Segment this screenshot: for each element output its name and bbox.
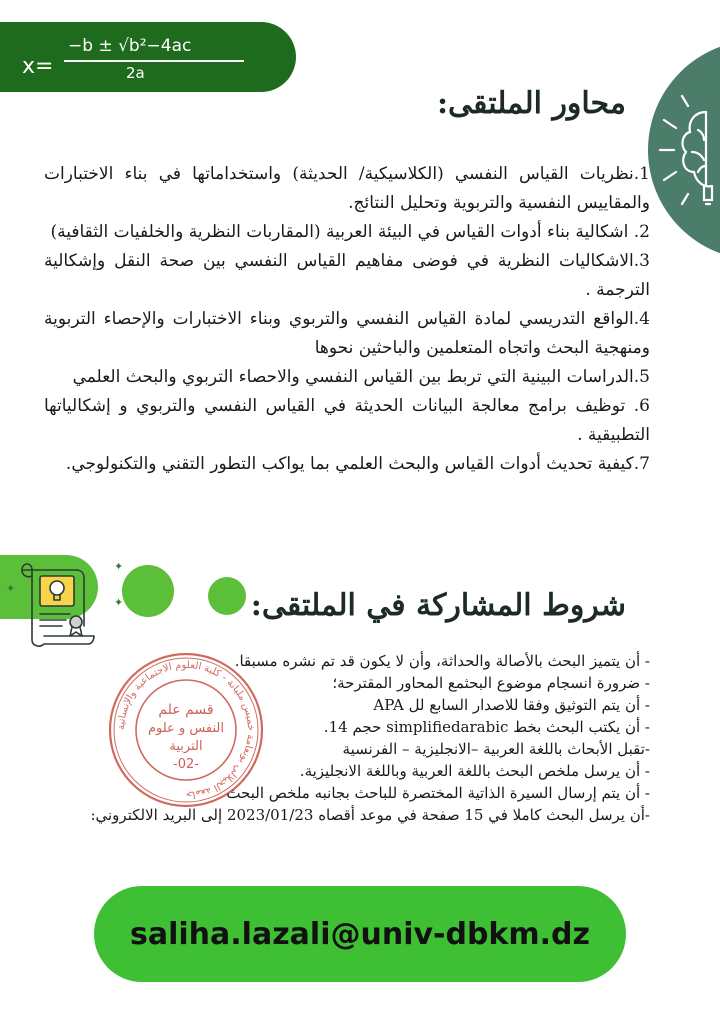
sparkle-icon: ✦ xyxy=(6,582,16,595)
formula-lhs: x= xyxy=(22,54,54,79)
certificate-lightbulb-icon xyxy=(14,556,100,652)
conditions-title: شروط المشاركة في الملتقى: xyxy=(250,588,626,623)
axis-item-5: 5.الدراسات البينية التي تربط بين القياس النفسي والاحصاء التربوي والبحث العلمي xyxy=(72,367,650,387)
formula-numerator: −b ± √b²−4ac xyxy=(68,36,192,56)
condition-item-6: - أن يرسل ملخص البحث باللغة العربية وباللغة الانجليزية. xyxy=(299,762,650,780)
contact-email[interactable]: saliha.lazali@univ-dbkm.dz xyxy=(130,916,590,952)
formula-banner xyxy=(0,22,296,92)
stamp-line-4: -02- xyxy=(173,757,199,772)
contact-email-pill[interactable] xyxy=(94,886,626,982)
brain-circle-decoration xyxy=(648,40,720,260)
stamp-line-1: قسم علم xyxy=(158,702,214,718)
axis-item-3: 3.الاشكاليات النظرية في فوضى مفاهيم القياس النفسي بين صحة النقل وإشكالية الترجمة . xyxy=(44,251,650,300)
condition-item-2: - ضرورة انسجام موضوع البحثمع المحاور المقترحة؛ xyxy=(332,674,650,692)
condition-item-1: - أن يتميز البحث بالأصالة والحداثة، وأن لا يكون قد تم نشره مسبقا. xyxy=(234,652,650,670)
green-dot-small xyxy=(208,577,246,615)
axes-title: محاور الملتقى: xyxy=(436,86,626,121)
axis-item-6: 6. توظيف برامج معالجة البيانات الحديثة في القياس النفسي والتربوي و إشكالياتها التطبيقية . xyxy=(44,396,650,445)
condition-item-3: - أن يتم التوثيق وفقا للاصدار السابع لل APA xyxy=(373,696,650,714)
axis-item-4: 4.الواقع التدريسي لمادة القياس النفسي والتربوي وبناء الاختبارات والإحصاء التربوية ومنهجية البحث واتجاه المتعلمين والباحثين نحوها xyxy=(44,309,650,358)
condition-item-5: -تقبل الأبحاث باللغة العربية –الانجليزية – الفرنسية xyxy=(342,740,650,758)
sparkle-icon: ✦ xyxy=(114,596,124,609)
axis-item-1: 1.نظريات القياس النفسي (الكلاسيكية/ الحديثة) واستخداماتها في بناء الاختبارات والمقاييس النفسية والتربوية وتحليل النتائج. xyxy=(44,164,650,213)
axes-list xyxy=(44,160,650,479)
condition-item-8: -أن يرسل البحث كاملا في 15 صفحة في موعد أقصاه 2023/01/23 إلى البريد الالكتروني: xyxy=(90,806,650,824)
condition-item-4: - أن يكتب البحث بخط simplifiedarabic حجم 14. xyxy=(323,718,650,736)
stamp-ring-text: جامعة الجيلالي بونعامة خميس مليانة - كلية العلوم الاجتماعية والإنسانية xyxy=(115,659,257,801)
stamp-line-3: التربية xyxy=(169,739,203,754)
stamp-line-2: النفس و علوم xyxy=(147,721,225,736)
condition-item-7: - أن يتم إرسال السيرة الذاتية المختصرة للباحث بجانبه ملخص البحث xyxy=(226,784,650,802)
sparkle-icon: ✦ xyxy=(114,560,124,573)
formula-denominator: 2a xyxy=(126,64,145,82)
conditions-list xyxy=(90,650,650,826)
green-dot-large xyxy=(122,565,174,617)
brain-icon xyxy=(648,40,720,260)
axis-item-2: 2. اشكالية بناء أدوات القياس في البيئة العربية (المقاربات النظرية والخلفيات الثقافية) xyxy=(50,222,650,242)
axis-item-7: 7.كيفية تحديث أدوات القياس والبحث العلمي بما يواكب التطور التقني والتكنولوجي. xyxy=(65,454,650,474)
formula-fraction-bar xyxy=(64,60,244,62)
